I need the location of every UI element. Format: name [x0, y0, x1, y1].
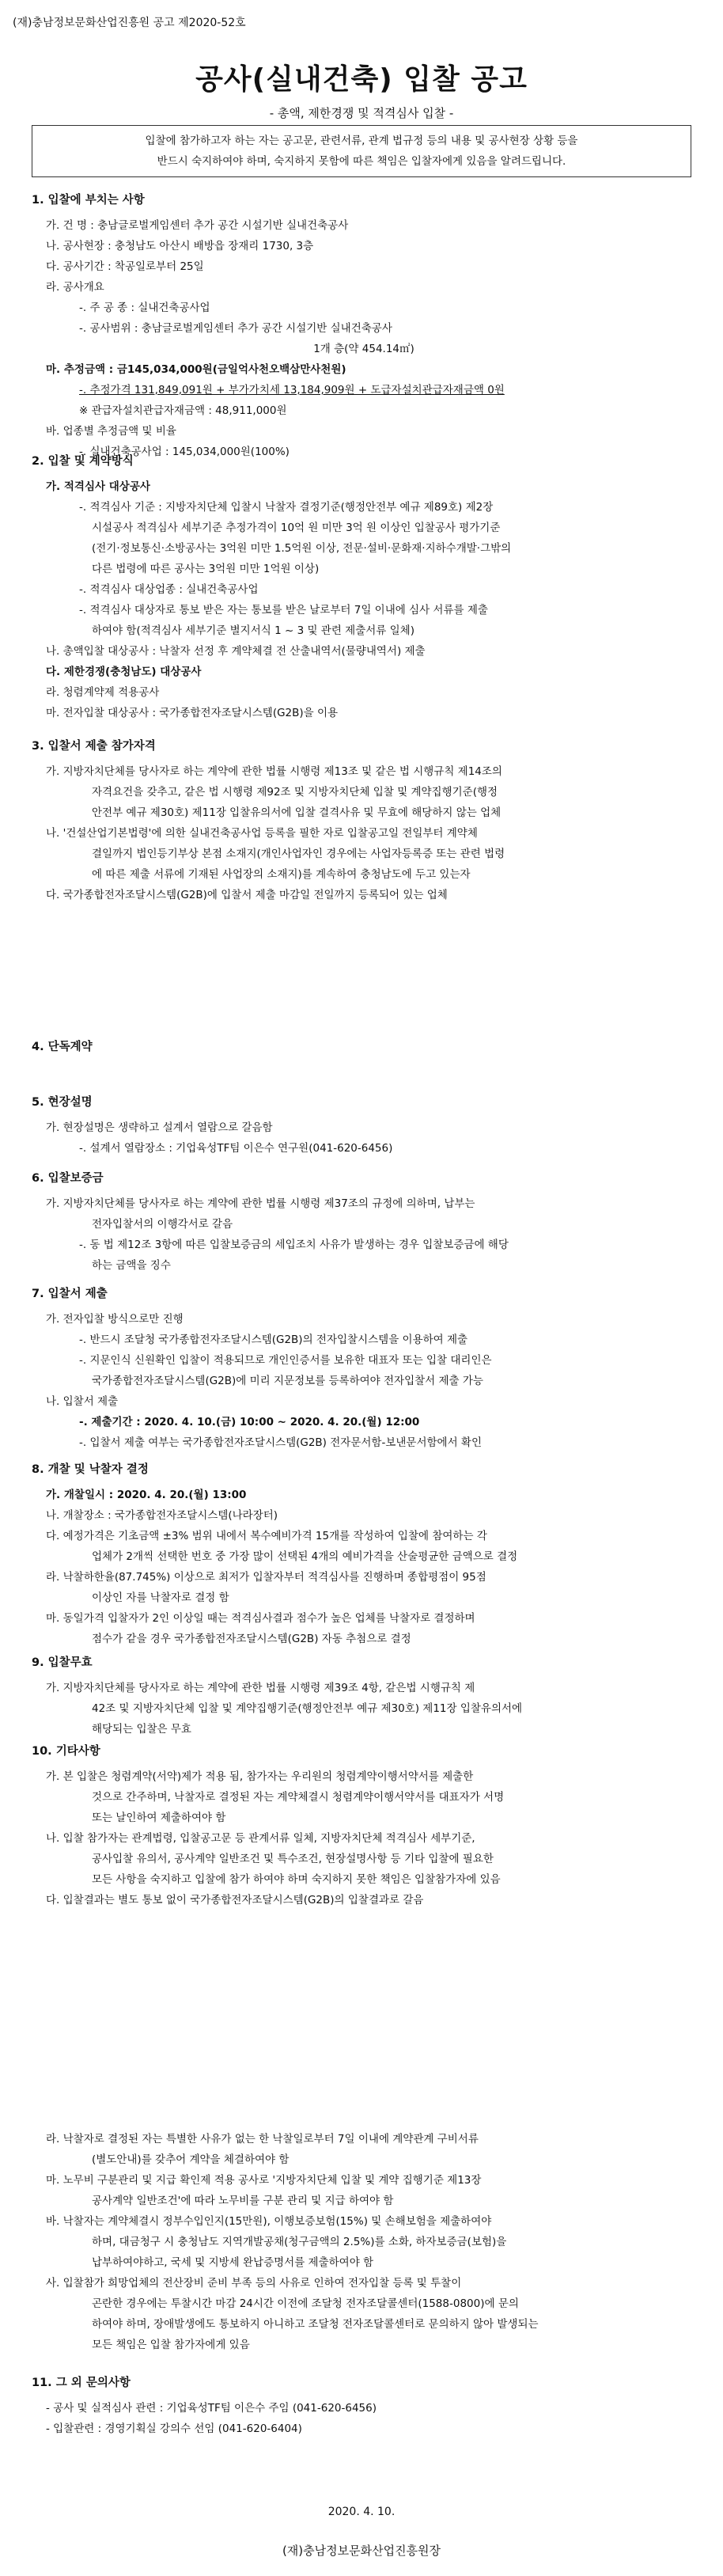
section-heading: 11. 그 외 문의사항	[32, 2377, 131, 2389]
text-line: 곤란한 경우에는 투찰시간 마감 24시간 이전에 조달청 전자조달콜센터(1588-0800)에 문의	[92, 2297, 519, 2310]
text-line: 라. 낙찰자로 결정된 자는 특별한 사유가 없는 한 낙찰일로부터 7일 이내에 계약관계 구비서류	[46, 2133, 479, 2145]
text-line: 전자입찰서의 이행각서로 갈음	[92, 1218, 233, 1231]
section-heading: 9. 입찰무효	[32, 1656, 93, 1669]
section-heading: 8. 개찰 및 낙찰자 결정	[32, 1463, 149, 1476]
section-heading: 5. 현장설명	[32, 1096, 93, 1109]
text-line: -. 적격심사 대상업종 : 실내건축공사업	[79, 583, 259, 596]
section-1	[32, 190, 696, 462]
text-line: 하여야 하며, 장애발생에도 통보하지 아니하고 조달청 전자조달콜센터로 문의하지 않아 발생되는	[92, 2318, 539, 2331]
section-heading: 1. 입찰에 부치는 사항	[32, 194, 145, 207]
section-heading: 7. 입찰서 제출	[32, 1288, 108, 1300]
section-11	[32, 2373, 696, 2439]
estimated-amount: 마. 추정금액 : 금145,034,000원(금일억사천오백삼만사천원)	[46, 363, 346, 376]
contact-line: - 공사 및 실적심사 관련 : 기업육성TF팀 이은수 주임 (041-620-6456)	[46, 2402, 377, 2415]
text-line: 시설공사 적격심사 세부기준 추정가격이 10억 원 미만 3억 원 이상인 입찰공사 평가기준	[92, 522, 501, 534]
text-line: 하며, 대금청구 시 충청남도 지역개발공채(청구금액의 2.5%)를 소화, 하자보증금(보험)을	[92, 2236, 507, 2248]
text-line: 바. 업종별 추정금액 및 비율	[46, 425, 176, 438]
section-5	[32, 1092, 696, 1159]
text-line: 라. 공사개요	[46, 281, 104, 294]
text-line: 공사계약 일반조건'에 따라 노무비를 구분 관리 및 지급 하여야 함	[92, 2195, 394, 2207]
text-line: -. 동 법 제12조 3항에 따른 입찰보증금의 세입조치 사유가 발생하는 경우 입찰보증금에 해당	[79, 1239, 509, 1251]
text-line: 가. 현장설명은 생략하고 설계서 열람으로 갈음함	[46, 1121, 273, 1134]
section-4	[32, 1037, 696, 1062]
section-3	[32, 736, 696, 905]
text-line: 결일까지 법인등기부상 본점 소재지(개인사업자인 경우에는 사업자등록증 또는 관련 법령	[92, 848, 505, 860]
text-line: 마. 동일가격 입찰자가 2인 이상일 때는 적격심사결과 점수가 높은 업체를 낙찰자로 결정하며	[46, 1612, 475, 1625]
text-line: 또는 날인하여 제출하여야 함	[92, 1812, 226, 1824]
page-title: 공사(실내건축) 입찰 공고	[195, 63, 528, 96]
text-line: 가. 지방자치단체를 당사자로 하는 계약에 관한 법률 시행령 제39조 4항, 같은법 시행규칙 제	[46, 1682, 475, 1694]
text-line: 라. 낙찰하한율(87.745%) 이상으로 최저가 입찰자부터 적격심사를 진행하며 종합평점이 95점	[46, 1571, 486, 1584]
section-6	[32, 1168, 696, 1276]
issuing-organization: (재)충남정보문화산업진흥원장	[282, 2544, 441, 2558]
text-line: 다. 국가종합전자조달시스템(G2B)에 입찰서 제출 마감일 전일까지 등록되어 있는 업체	[46, 889, 448, 901]
text-line: 사. 입찰참가 희망업체의 전산장비 준비 부족 등의 사유로 인하여 전자입찰 등록 및 투찰이	[46, 2277, 462, 2290]
text-line: 가. 지방자치단체를 당사자로 하는 계약에 관한 법률 시행령 제37조의 규정에 의하며, 납부는	[46, 1197, 475, 1210]
text-line: 가. 적격심사 대상공사	[46, 480, 150, 493]
section-heading: 2. 입찰 및 계약방식	[32, 455, 134, 468]
text-line: 다. 제한경쟁(충청남도) 대상공사	[46, 666, 202, 678]
text-line: 마. 노무비 구분관리 및 지급 확인제 적용 공사로 '지방자치단체 입찰 및 계약 집행기준 제13장	[46, 2174, 482, 2187]
text-line: 다. 공사기간 : 착공일로부터 25일	[46, 260, 204, 273]
text-line: -. 입찰서 제출 여부는 국가종합전자조달시스템(G2B) 전자문서함-보낸문서함에서 확인	[79, 1436, 482, 1449]
opening-datetime: 가. 개찰일시 : 2020. 4. 20.(월) 13:00	[46, 1489, 247, 1501]
text-line: 다. 입찰결과는 별도 통보 없이 국가종합전자조달시스템(G2B)의 입찰결과로 갈음	[46, 1894, 424, 1906]
text-line: 나. 총액입찰 대상공사 : 낙찰자 선정 후 계약체결 전 산출내역서(물량내역서) 제출	[46, 645, 426, 658]
section-heading: 10. 기타사항	[32, 1745, 100, 1758]
text-line: 것으로 간주하며, 낙찰자로 결정된 자는 계약체결시 청렴계약이행서약서를 대표자가 서명	[92, 1791, 505, 1804]
page-subtitle: - 총액, 제한경쟁 및 적격심사 입찰 -	[269, 106, 454, 120]
contact-line: - 입찰관련 : 경영기획실 강의수 선임 (041-620-6404)	[46, 2422, 302, 2435]
text-line: (전기·정보통신·소방공사는 3억원 미만 1.5억원 이상, 전문·설비·문화재·지하수개발·그밖의	[92, 542, 512, 555]
text-line: 납부하여야하고, 국세 및 지방세 완납증명서를 제출하여야 함	[92, 2256, 374, 2269]
text-line: -. 반드시 조달청 국가종합전자조달시스템(G2B)의 전자입찰시스템을 이용하여 제출	[79, 1334, 468, 1346]
text-line: -. 주 공 종 : 실내건축공사업	[79, 302, 210, 314]
text-line: 업체가 2개씩 선택한 번호 중 가장 많이 선택된 4개의 예비가격을 산술평균한 금액으로 결정	[92, 1550, 518, 1563]
text-line: 나. 공사현장 : 충청남도 아산시 배방읍 장재리 1730, 3층	[46, 240, 314, 252]
text-line: 나. '건설산업기본법령'에 의한 실내건축공사업 등록을 필한 자로 입찰공고일 전일부터 계약체	[46, 827, 478, 840]
text-line: 하여야 함(적격심사 세부기준 별지서식 1 ~ 3 및 관련 제출서류 일체)	[92, 624, 414, 637]
text-line: 해당되는 입찰은 무효	[92, 1723, 191, 1736]
section-7	[32, 1284, 696, 1453]
text-line: 나. 개찰장소 : 국가종합전자조달시스템(나라장터)	[46, 1509, 278, 1522]
text-line: 자격요건을 갖추고, 같은 법 시행령 제92조 및 지방자치단체 입찰 및 계약집행기준(행정	[92, 786, 498, 799]
section-2	[32, 451, 696, 723]
section-heading: 6. 입찰보증금	[32, 1172, 104, 1185]
text-line: 다른 법령에 따른 공사는 3억원 미만 1억원 이상)	[92, 563, 320, 575]
text-line: 가. 본 입찰은 청렴계약(서약)제가 적용 됨, 참가자는 우리원의 청렴계약이행서약서를 제출한	[46, 1770, 474, 1783]
section-8	[32, 1459, 696, 1649]
text-line: ※ 관급자설치관급자재금액 : 48,911,000원	[79, 404, 287, 417]
text-line: 이상인 자를 낙찰자로 결정 함	[92, 1592, 229, 1604]
text-line: 다. 예정가격은 기초금액 ±3% 범위 내에서 복수예비가격 15개를 작성하여 입찰에 참여하는 각	[46, 1530, 487, 1542]
text-line: 에 따른 제출 서류에 기재된 사업장의 소재지)를 계속하여 충청남도에 두고 있는자	[92, 868, 471, 881]
section-heading: 4. 단독계약	[32, 1041, 93, 1053]
text-line: 모든 책임은 입찰 참가자에게 있음	[92, 2339, 250, 2351]
text-line: -. 적격심사 기준 : 지방자치단체 입찰시 낙찰자 결정기준(행정안전부 예규 제89호) 제2장	[79, 501, 494, 514]
section-9	[32, 1652, 696, 1739]
text-line: 점수가 같을 경우 국가종합전자조달시스템(G2B) 자동 추첨으로 결정	[92, 1633, 411, 1645]
submission-period: -. 제출기간 : 2020. 4. 10.(금) 10:00 ~ 2020. 4. 20.(월) 12:00	[79, 1416, 420, 1428]
section-10-continued	[32, 2129, 696, 2355]
text-line: 나. 입찰 참가자는 관계법령, 입찰공고문 등 관계서류 일체, 지방자치단체 적격심사 세부기준,	[46, 1832, 475, 1845]
text-line: 안전부 예규 제30호) 제11장 입찰유의서에 입찰 결격사유 및 무효에 해당하지 않는 업체	[92, 806, 502, 819]
text-line: (별도안내)를 갖추어 계약을 체결하여야 함	[92, 2153, 290, 2166]
text-line: 바. 낙찰자는 계약체결시 정부수입인지(15만원), 이행보증보험(15%) 및 손해보험을 제출하여야	[46, 2215, 492, 2228]
text-line: 나. 입찰서 제출	[46, 1395, 119, 1408]
text-line: 42조 및 지방자치단체 입찰 및 계약집행기준(행정안전부 예규 제30호) 제11장 입찰유의서에	[92, 1702, 523, 1715]
notice-line: 반드시 숙지하여야 하며, 숙지하지 못함에 따른 책임은 입찰자에게 있음을 알려드립니다.	[157, 155, 566, 168]
text-line: 가. 건 명 : 충남글로벌게임센터 추가 공간 시설기반 실내건축공사	[46, 219, 349, 232]
text-line: 하는 금액을 징수	[92, 1259, 171, 1272]
text-line: -. 추정가격 131,849,091원 + 부가가치세 13,184,909원 + 도급자설치관급자재금액 0원	[79, 384, 505, 396]
announcement-number: (재)충남정보문화산업진흥원 공고 제2020-52호	[13, 17, 246, 29]
text-line: 국가종합전자조달시스템(G2B)에 미리 지문정보를 등록하여야 전자입찰서 제출 가능	[92, 1375, 483, 1387]
text-line: 가. 지방자치단체를 당사자로 하는 계약에 관한 법률 시행령 제13조 및 같은 법 시행규칙 제14조의	[46, 765, 502, 778]
text-line: 모든 사항을 숙지하고 입찰에 참가 하여야 하며 숙지하지 못한 책임은 입찰참가자에 있음	[92, 1873, 501, 1886]
text-line: 1개 층(약 454.14㎡)	[313, 343, 414, 355]
text-line: 마. 전자입찰 대상공사 : 국가종합전자조달시스템(G2B)을 이용	[46, 707, 339, 719]
section-10	[32, 1741, 696, 1910]
notice-line: 입찰에 참가하고자 하는 자는 공고문, 관련서류, 관계 법규정 등의 내용 및 공사현장 상황 등을	[145, 135, 578, 147]
announcement-date: 2020. 4. 10.	[327, 2506, 396, 2518]
text-line: 라. 청렴계약제 적용공사	[46, 686, 160, 699]
text-line: -. 지문인식 신원확인 입찰이 적용되므로 개인인증서를 보유한 대표자 또는 입찰 대리인은	[79, 1354, 492, 1367]
text-line: -. 공사범위 : 충남글로벌게임센터 추가 공간 시설기반 실내건축공사	[79, 322, 392, 335]
text-line: -. 설계서 열람장소 : 기업육성TF팀 이은수 연구원(041-620-6456)	[79, 1142, 393, 1155]
text-line: -. 적격심사 대상자로 통보 받은 자는 통보를 받은 날로부터 7일 이내에 심사 서류를 제출	[79, 604, 488, 616]
text-line: -. 실내건축공사업 : 145,034,000원(100%)	[79, 446, 290, 458]
text-line: 공사입찰 유의서, 공사계약 일반조건 및 특수조건, 현장설명사항 등 기타 입찰에 필요한	[92, 1853, 494, 1865]
section-heading: 3. 입찰서 제출 참가자격	[32, 740, 156, 753]
text-line: 가. 전자입찰 방식으로만 진행	[46, 1313, 184, 1326]
notice-box	[32, 125, 691, 177]
